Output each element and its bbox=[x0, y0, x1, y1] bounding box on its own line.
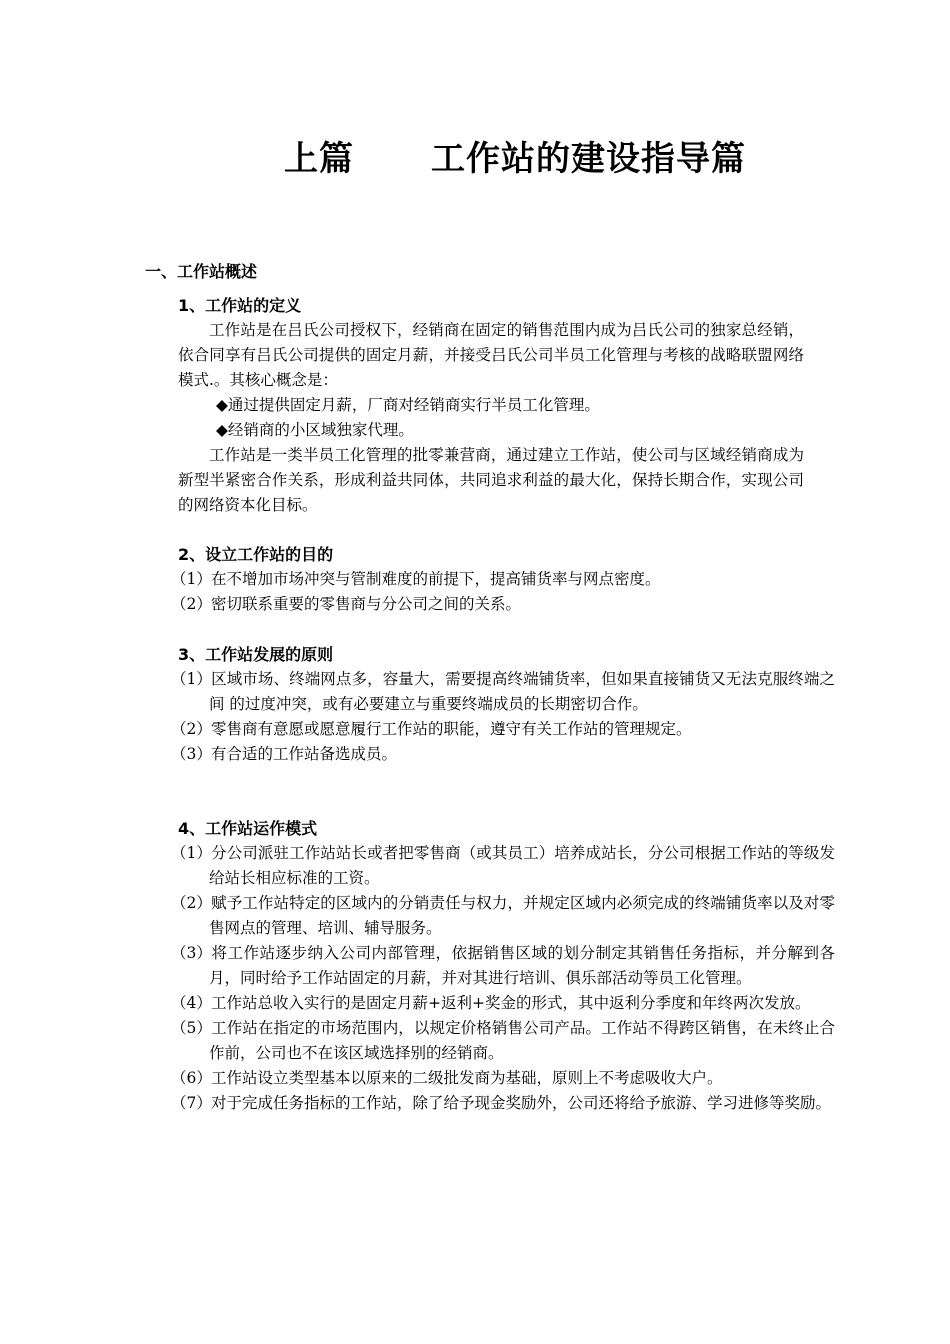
item-text: 工作站在指定的市场范围内，以规定价格销售公司产品。工作站不得跨区销售，在未终止合作前，公司也不在该区域选择别的经销商。 bbox=[209, 1019, 835, 1062]
item-number: （2） bbox=[171, 720, 212, 738]
list-item bbox=[171, 717, 859, 742]
list-item bbox=[171, 941, 835, 991]
item-number: （4） bbox=[171, 994, 212, 1012]
section-operation-mode bbox=[171, 816, 835, 1116]
item-text: 工作站设立类型基本以原来的二级批发商为基础，原则上不考虑吸收大户。 bbox=[211, 1069, 723, 1087]
bullet-item: ◆通过提供固定月薪，厂商对经销商实行半员工化管理。 bbox=[216, 396, 600, 414]
section-heading: 2、设立工作站的目的 bbox=[178, 545, 334, 564]
item-text: 将工作站逐步纳入公司内部管理，依据销售区域的划分制定其销售任务指标，并分解到各月，同时给予工作站固定的月薪，并对其进行培训、俱乐部活动等员工化管理。 bbox=[209, 944, 835, 987]
list-item bbox=[171, 592, 835, 617]
list-item bbox=[171, 841, 835, 891]
section-heading: 4、工作站运作模式 bbox=[178, 819, 318, 838]
section-definition bbox=[178, 293, 818, 518]
item-number: （6） bbox=[171, 1069, 212, 1087]
item-text: 工作站总收入实行的是固定月薪+返利+奖金的形式，其中返利分季度和年终两次发放。 bbox=[211, 994, 811, 1012]
item-number: （7） bbox=[171, 1094, 212, 1112]
item-number: （3） bbox=[171, 745, 212, 763]
item-number: （3） bbox=[171, 944, 212, 962]
item-number: （1） bbox=[171, 670, 212, 688]
list-item bbox=[171, 742, 835, 767]
list-item bbox=[171, 667, 835, 717]
list-item bbox=[171, 891, 835, 941]
list-item bbox=[171, 1066, 835, 1091]
section-heading: 3、工作站发展的原则 bbox=[178, 645, 334, 664]
list-item bbox=[171, 991, 835, 1016]
list-item bbox=[171, 1091, 835, 1116]
item-number: （2） bbox=[171, 595, 212, 613]
list-item bbox=[171, 567, 835, 592]
section-principles bbox=[171, 642, 835, 767]
chapter-heading: 一、工作站概述 bbox=[145, 262, 258, 281]
item-number: （1） bbox=[171, 844, 212, 862]
page-title: 上篇 工作站的建设指导篇 bbox=[284, 139, 747, 179]
item-text: 分公司派驻工作站站长或者把零售商（或其员工）培养成站长，分公司根据工作站的等级发给站长相应标准的工资。 bbox=[209, 844, 835, 887]
item-text: 有合适的工作站备选成员。 bbox=[211, 745, 398, 763]
section-purpose bbox=[171, 542, 818, 617]
paragraph: 工作站是在吕氏公司授权下，经销商在固定的销售范围内成为吕氏公司的独家总经销，依合同享有吕氏公司提供的固定月薪，并接受吕氏公司半员工化管理与考核的战略联盟网络模式.。其核心概念是： bbox=[178, 321, 804, 389]
item-text: 在不增加市场冲突与管制难度的前提下，提高铺货率与网点密度。 bbox=[211, 570, 661, 588]
item-text: 对于完成任务指标的工作站，除了给予现金奖励外，公司还将给予旅游、学习进修等奖励。 bbox=[211, 1094, 832, 1112]
section-heading: 1、工作站的定义 bbox=[178, 296, 302, 315]
item-number: （1） bbox=[171, 570, 212, 588]
item-text: 赋予工作站特定的区域内的分销责任与权力，并规定区域内必须完成的终端铺货率以及对零售网点的管理、培训、辅导服务。 bbox=[209, 894, 835, 937]
paragraph: 工作站是一类半员工化管理的批零兼营商，通过建立工作站，使公司与区域经销商成为新型半紧密合作关系，形成利益共同体，共同追求利益的最大化，保持长期合作，实现公司的网络资本化目标。 bbox=[178, 446, 804, 514]
item-text: 零售商有意愿或愿意履行工作站的职能，遵守有关工作站的管理规定。 bbox=[211, 720, 692, 738]
item-text: 区域市场、终端网点多，容量大，需要提高终端铺货率，但如果直接铺货又无法克服终端之间 的过度冲突，或有必要建立与重要终端成员的长期密切合作。 bbox=[209, 670, 835, 713]
item-number: （5） bbox=[171, 1019, 212, 1037]
bullet-item: ◆经销商的小区域独家代理。 bbox=[216, 421, 414, 439]
item-number: （2） bbox=[171, 894, 212, 912]
item-text: 密切联系重要的零售商与分公司之间的关系。 bbox=[211, 595, 522, 613]
list-item bbox=[171, 1016, 835, 1066]
